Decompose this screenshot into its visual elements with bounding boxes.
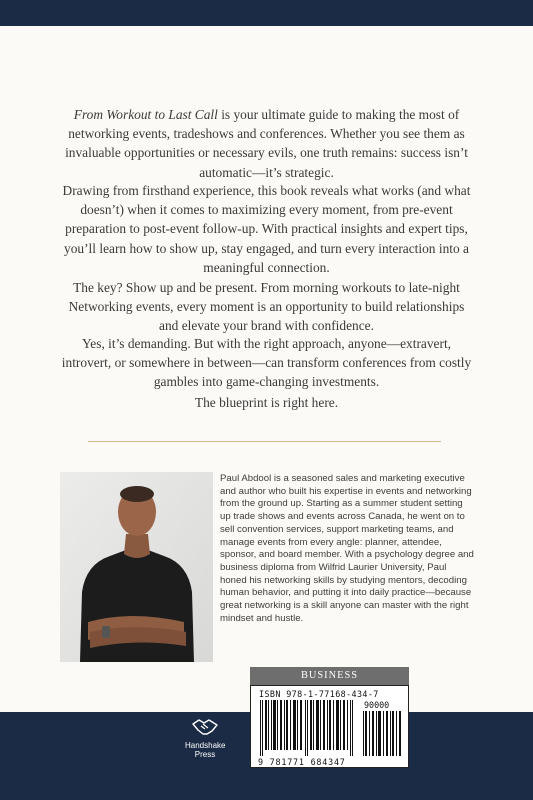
gold-divider [88, 441, 441, 442]
publisher-name-line2: Press [194, 750, 216, 759]
isbn-label: ISBN 978-1-77168-434-7 [259, 689, 379, 699]
handshake-icon [192, 718, 218, 736]
blurb-paragraph-5 [60, 393, 473, 412]
blurb-p4-text: Yes, it’s demanding. But with the right approach, anyone—extravert, introvert, or somewhere in between—can transform conferences from costly gambles into game-changing investments. [61, 336, 472, 390]
category-label: BUSINESS [250, 667, 409, 685]
blurb-p1-text: is your ultimate guide to making the most of networking events, tradeshows and conferences. Whether you see them as invaluable opportunities or necessary evils, one truth remains: success isn’t automatic—it’s strategic. [65, 107, 468, 180]
addon-barcode-bars [362, 711, 402, 756]
publisher-logo [185, 718, 225, 759]
top-navy-band [0, 0, 533, 26]
barcode-number: 9 781771 684347 [258, 757, 346, 767]
blurb-p2-text: Drawing from firsthand experience, this book reveals what works (and what doesn’t) when it comes to maximizing every moment, from pre-event preparation to post-event follow-up. With practical insights and expert tips, you’ll learn how to show up, stay engaged, and turn every interaction into a meaningful connection. [62, 183, 471, 275]
blurb-paragraph-2 [60, 181, 473, 277]
author-photo [60, 472, 213, 662]
author-portrait-illustration [60, 472, 213, 662]
blurb-p5-text: The blueprint is right here. [194, 395, 339, 410]
blurb-paragraph-3 [60, 278, 473, 336]
publisher-name-line1: Handshake [185, 741, 226, 750]
isbn-barcode [250, 685, 409, 768]
blurb-paragraph-4 [60, 334, 473, 392]
barcode-bars [258, 700, 358, 756]
blurb-p3-text: The key? Show up and be present. From morning workouts to late-night Networking events, every moment is an opportunity to build relationships and elevate your brand with confidence. [68, 280, 465, 334]
book-title-inline: From Workout to Last Call [73, 107, 218, 122]
author-bio: Paul Abdool is a seasoned sales and marketing executive and author who built his expertise in events and networking from the ground up. Starting as a summer student setting up trade shows and events across Canada, he went on to sell convention services, support marketing teams, and manage events from every angle: planner, attendee, sponsor, and board member. With a psychology degree and business diploma from Wilfrid Laurier University, Paul honed his networking skills by studying mentors, decoding human behavior, and putting it into daily practice—because great networking is a skill anyone can master with the right mindset and hustle. [220, 473, 474, 624]
price-addon-number: 90000 [364, 700, 390, 710]
blurb-paragraph-1 [60, 105, 473, 182]
